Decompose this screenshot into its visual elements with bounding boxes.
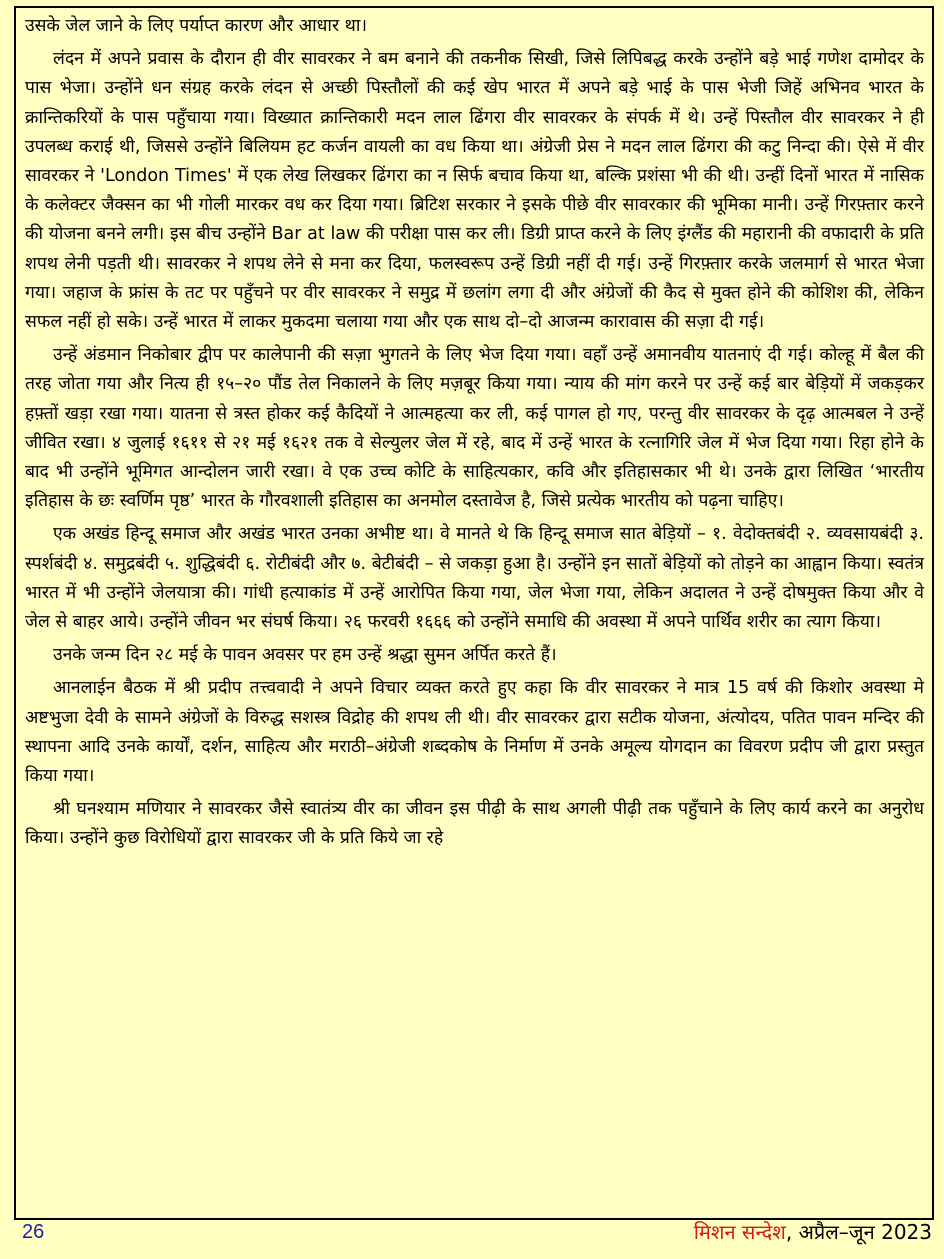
article-body [16,8,932,854]
paragraph-2: लंदन में अपने प्रवास के दौरान ही वीर सावरकर ने बम बनाने की तकनीक सिखी, जिसे लिपिबद्ध करके उन्होंने बड़े भाई गणेश दामोदर के पास भेजा। उन्होंने धन संग्रह करके लंदन से अच्छी पिस्तौलों की कई खेप भारत में अपने बड़े भाई के पास भेजी जिहें अभिनव भारत के क्रान्तिकरियों के पास पहुँचाया गया। विख्यात क्रान्तिकारी मदन लाल ढिंगरा वीर सावरकर के संपर्क में थे। उन्हें पिस्तौल वीर सावरकर ने ही उपलब्ध कराई थी, जिससे उन्होंने बिलियम हट कर्जन वायली का वध किया था। अंग्रेजी प्रेस ने मदन लाल ढिंगरा की कटु निन्दा की। ऐसे में वीर सावरकर ने 'London Times' में एक लेख लिखकर ढिंगरा का न सिर्फ बचाव किया था, बल्कि प्रशंसा भी की थी। उन्हीं दिनों भारत में नासिक के कलेक्टर जैक्सन का भी गोली मारकर वध कर दिया गया। ब्रिटिश सरकार ने इसके पीछे वीर सावरकार की भूमिका मानी। उन्हें गिरफ़्तार करने की योजना बनने लगी। इस बीच उन्होंने Bar at law की परीक्षा पास कर ली। डिग्री प्राप्त करने के लिए इंग्लैंड की महारानी की वफादारी के प्रति शपथ लेनी पड़ती थी। सावरकर ने शपथ लेने से मना कर दिया, फलस्वरूप उन्हें डिग्री नहीं दी गई। उन्हें गिरफ़्तार करके जलमार्ग से भारत भेजा गया। जहाज के फ्रांस के तट पर पहुँचने पर वीर सावरकर ने समुद्र में छलांग लगा दी और अंग्रेजों की कैद से मुक्त होने की कोशिश की, लेकिन सफल नहीं हो सके। उन्हें भारत में लाकर मुकदमा चलाया गया और एक साथ दो–दो आजन्म कारावास की सज़ा दी गई। [25,49,924,333]
magazine-name: मिशन सन्देश [693,1220,786,1244]
issue-date: , अप्रैल–जून 2023 [785,1220,932,1244]
page-frame [14,6,934,1220]
paragraph-4: एक अखंड हिन्दू समाज और अखंड भारत उनका अभीष्ट था। वे मानते थे कि हिन्दू समाज सात बेड़ियों – १. वेदोक्तबंदी २. व्यवसायबंदी ३. स्पर्शबंदी ४. समुद्रबंदी ५. शुद्धिबंदी ६. रोटीबंदी और ७. बेटीबंदी – से जकड़ा हुआ है। उन्होंने इन सातों बेड़ियों को तोड़ने का आह्वान किया। स्वतंत्र भारत में भी उन्होंने जेलयात्रा की। गांधी हत्याकांड में उन्हें आरोपित किया गया, जेल भेजा गया, लेकिन अदालत ने उन्हें दोषमुक्त किया और वे जेल से बाहर आये। उन्होंने जीवन भर संघर्ष किया। २६ फरवरी १६६६ को उन्होंने समाधि की अवस्था में अपने पार्थिव शरीर का त्याग किया। [25,524,924,633]
footer-publication [694,1218,932,1246]
paragraph-5: उनके जन्म दिन २८ मई के पावन अवसर पर हम उन्हें श्रद्धा सुमन अर्पित करते हैं। [53,645,557,666]
page-number: 26 [22,1221,45,1243]
paragraph-6: आनलाईन बैठक में श्री प्रदीप तत्त्ववादी ने अपने विचार व्यक्त करते हुए कहा कि वीर सावरकर ने मात्र 15 वर्ष की किशोर अवस्था मे अष्टभुजा देवी के सामने अंग्रेजों के विरुद्ध सशस्त्र विद्रोह की शपथ ली थी। वीर सावरकर द्वारा सटीक योजना, अंत्योदय, पतित पावन मन्दिर की स्थापना आदि उनके कार्यों, दर्शन, साहित्य और मराठी–अंग्रेजी शब्दकोष के निर्माण में उनके अमूल्य योगदान का विवरण प्रदीप जी द्वारा प्रस्तुत किया गया। [25,678,924,787]
page-footer [22,1218,932,1254]
paragraph-7: श्री घनश्याम मणियार ने सावरकर जैसे स्वातंत्र्य वीर का जीवन इस पीढ़ी के साथ अगली पीढ़ी तक पहुँचाने के लिए कार्य करने का अनुरोध किया। उन्होंने कुछ विरोधियों द्वारा सावरकर जी के प्रति किये जा रहे [25,799,924,849]
paragraph-3: उन्हें अंडमान निकोबार द्वीप पर कालेपानी की सज़ा भुगतने के लिए भेज दिया गया। वहाँ उन्हें अमानवीय यातनाएं दी गई। कोल्हू में बैल की तरह जोता गया और नित्य ही १५–२० पौंड तेल निकालने के लिए मज़बूर किया गया। न्याय की मांग करने पर उन्हें कई बार बेड़ियों में जकड़कर हफ़्तों खड़ा रखा गया। यातना से त्रस्त होकर कई कैदियों ने आत्महत्या कर ली, कई पागल हो गए, परन्तु वीर सावरकर के दृढ़ आत्मबल ने उन्हें जीवित रखा। ४ जुलाई १६११ से २१ मई १६२१ तक वे सेल्युलर जेल में रहे, बाद में उन्हें भारत के रत्नागिरि जेल में भेज दिया गया। रिहा होने के बाद भी उन्होंने भूमिगत आन्दोलन जारी रखा। वे एक उच्च कोटि के साहित्यकार, कवि और इतिहासकार भी थे। उनके द्वारा लिखित ‘भारतीय इतिहास के छः स्वर्णिम पृष्ठ’ भारत के गौरवशाली इतिहास का अनमोल दस्तावेज है, जिसे प्रत्येक भारतीय को पढ़ना चाहिए। [25,345,924,512]
paragraph-1: उसके जेल जाने के लिए पर्याप्त कारण और आधार था। [25,16,368,36]
